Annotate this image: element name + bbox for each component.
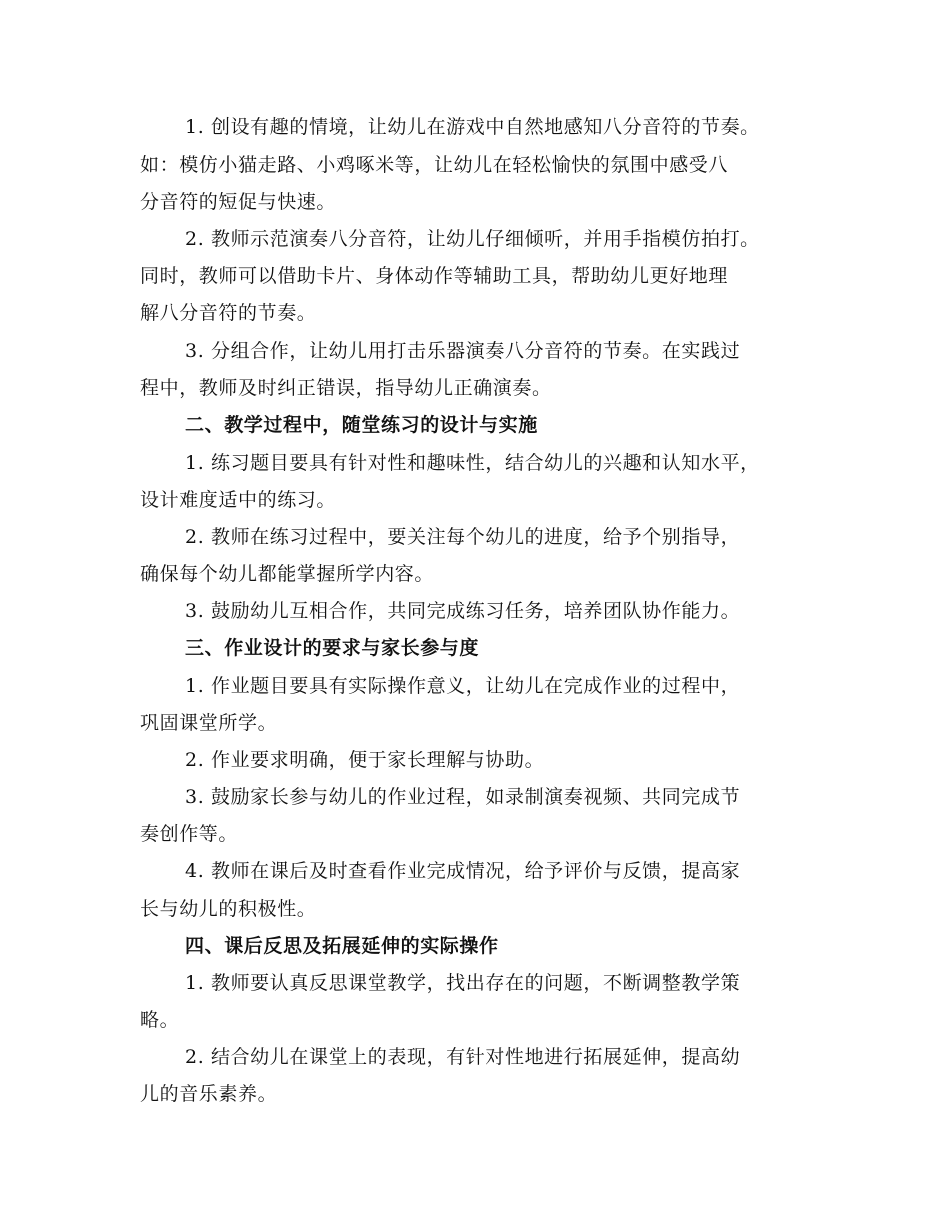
- paragraph-1-line-2: 如：模仿小猫走路、小鸡啄米等，让幼儿在轻松愉快的氛围中感受八: [140, 154, 729, 176]
- paragraph-12-line-2: 儿的音乐素养。: [140, 1083, 278, 1105]
- paragraph-2-line-2: 同时，教师可以借助卡片、身体动作等辅助工具，帮助幼儿更好地理: [140, 265, 729, 287]
- paragraph-3-line-2: 程中，教师及时纠正错误，指导幼儿正确演奏。: [140, 377, 552, 399]
- paragraph-6-line-1: 3. 鼓励幼儿互相合作，共同完成练习任务，培养团队协作能力。: [185, 600, 741, 622]
- paragraph-3-line-1: 3. 分组合作，让幼儿用打击乐器演奏八分音符的节奏。在实践过: [185, 340, 741, 362]
- paragraph-4-line-1: 1. 练习题目要具有针对性和趣味性，结合幼儿的兴趣和认知水平，: [185, 452, 760, 474]
- section-heading-4: 四、课后反思及拓展延伸的实际操作: [185, 935, 499, 957]
- paragraph-11-line-2: 略。: [140, 1009, 180, 1031]
- paragraph-7-line-1: 1. 作业题目要具有实际操作意义，让幼儿在完成作业的过程中，: [185, 675, 741, 697]
- paragraph-7-line-2: 巩固课堂所学。: [140, 712, 278, 734]
- paragraph-11-line-1: 1. 教师要认真反思课堂教学，找出存在的问题，不断调整教学策: [185, 972, 741, 994]
- paragraph-10-line-2: 长与幼儿的积极性。: [140, 898, 317, 920]
- section-heading-2: 二、教学过程中，随堂练习的设计与实施: [185, 414, 538, 436]
- paragraph-5-line-1: 2. 教师在练习过程中，要关注每个幼儿的进度，给予个别指导，: [185, 526, 741, 548]
- paragraph-2-line-1: 2. 教师示范演奏八分音符，让幼儿仔细倾听，并用手指模仿拍打。: [185, 228, 760, 250]
- paragraph-12-line-1: 2. 结合幼儿在课堂上的表现，有针对性地进行拓展延伸，提高幼: [185, 1046, 741, 1068]
- paragraph-4-line-2: 设计难度适中的练习。: [140, 489, 337, 511]
- paragraph-8-line-1: 2. 作业要求明确，便于家长理解与协助。: [185, 749, 545, 771]
- paragraph-9-line-1: 3. 鼓励家长参与幼儿的作业过程，如录制演奏视频、共同完成节: [185, 786, 741, 808]
- paragraph-1-line-3: 分音符的短促与快速。: [140, 191, 337, 213]
- paragraph-1-line-1: 1. 创设有趣的情境，让幼儿在游戏中自然地感知八分音符的节奏。: [185, 116, 760, 138]
- paragraph-9-line-2: 奏创作等。: [140, 823, 239, 845]
- paragraph-5-line-2: 确保每个幼儿都能掌握所学内容。: [140, 563, 435, 585]
- paragraph-2-line-3: 解八分音符的节奏。: [140, 302, 317, 324]
- paragraph-10-line-1: 4. 教师在课后及时查看作业完成情况，给予评价与反馈，提高家: [185, 860, 741, 882]
- section-heading-3: 三、作业设计的要求与家长参与度: [185, 637, 480, 659]
